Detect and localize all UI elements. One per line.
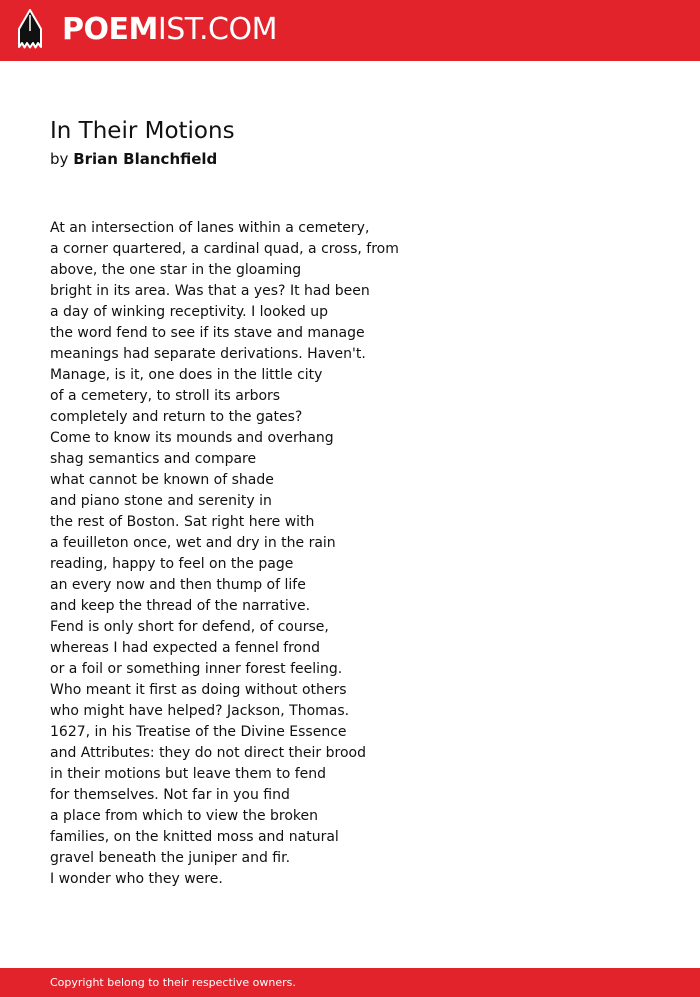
poem-line: shag semantics and compare [50, 451, 257, 467]
poem-line: reading, happy to feel on the page [50, 556, 294, 572]
poem-line: Manage, is it, one does in the little city [50, 367, 323, 383]
poem-line: and Attributes: they do not direct their brood [50, 745, 366, 761]
by-label: by [50, 150, 69, 168]
poem-line: 1627, in his Treatise of the Divine Essence [50, 724, 347, 740]
poem-line: I wonder who they were. [50, 871, 223, 887]
poem-line: At an intersection of lanes within a cemetery, [50, 220, 370, 236]
poem-line: for themselves. Not far in you find [50, 787, 290, 803]
site-footer [0, 968, 700, 997]
poem-line: meanings had separate derivations. Haven't. [50, 346, 366, 362]
poem-line: who might have helped? Jackson, Thomas. [50, 703, 350, 719]
poem-line: a day of winking receptivity. I looked up [50, 304, 329, 320]
poem-line: Fend is only short for defend, of course, [50, 619, 329, 635]
poem-line: Come to know its mounds and overhang [50, 430, 334, 446]
poem-line: Who meant it first as doing without others [50, 682, 347, 698]
poem-title: In Their Motions [50, 118, 235, 144]
poem-line: above, the one star in the gloaming [50, 262, 302, 278]
poem-line: in their motions but leave them to fend [50, 766, 327, 782]
poem-line: the rest of Boston. Sat right here with [50, 514, 315, 530]
poem-line: and keep the thread of the narrative. [50, 598, 311, 614]
footer-copyright: Copyright belong to their respective owners. [50, 976, 296, 989]
poem-line: whereas I had expected a fennel frond [50, 640, 320, 656]
site-header [0, 0, 700, 61]
site-logo[interactable] [62, 12, 277, 48]
poem-line: a feuilleton once, wet and dry in the rain [50, 535, 336, 551]
poem-byline [50, 149, 217, 169]
poem-line: or a foil or something inner forest feeling. [50, 661, 343, 677]
poem-line: an every now and then thump of life [50, 577, 306, 593]
poem-author: Brian Blanchfield [73, 150, 218, 168]
poem-line: gravel beneath the juniper and fir. [50, 850, 291, 866]
poem-line: a place from which to view the broken [50, 808, 319, 824]
poem-line: and piano stone and serenity in [50, 493, 272, 509]
logo-text-light: IST.COM [157, 12, 277, 47]
poem-line: of a cemetery, to stroll its arbors [50, 388, 281, 404]
poem-line: completely and return to the gates? [50, 409, 303, 425]
poem-line: what cannot be known of shade [50, 472, 274, 488]
pen-nib-icon[interactable] [17, 9, 43, 51]
poem-body [50, 218, 650, 890]
poem-line: bright in its area. Was that a yes? It had been [50, 283, 370, 299]
poem-line: a corner quartered, a cardinal quad, a cross, from [50, 241, 399, 257]
poem-line: the word fend to see if its stave and manage [50, 325, 365, 341]
poem-line: families, on the knitted moss and natural [50, 829, 339, 845]
logo-text-bold: POEM [62, 12, 158, 47]
